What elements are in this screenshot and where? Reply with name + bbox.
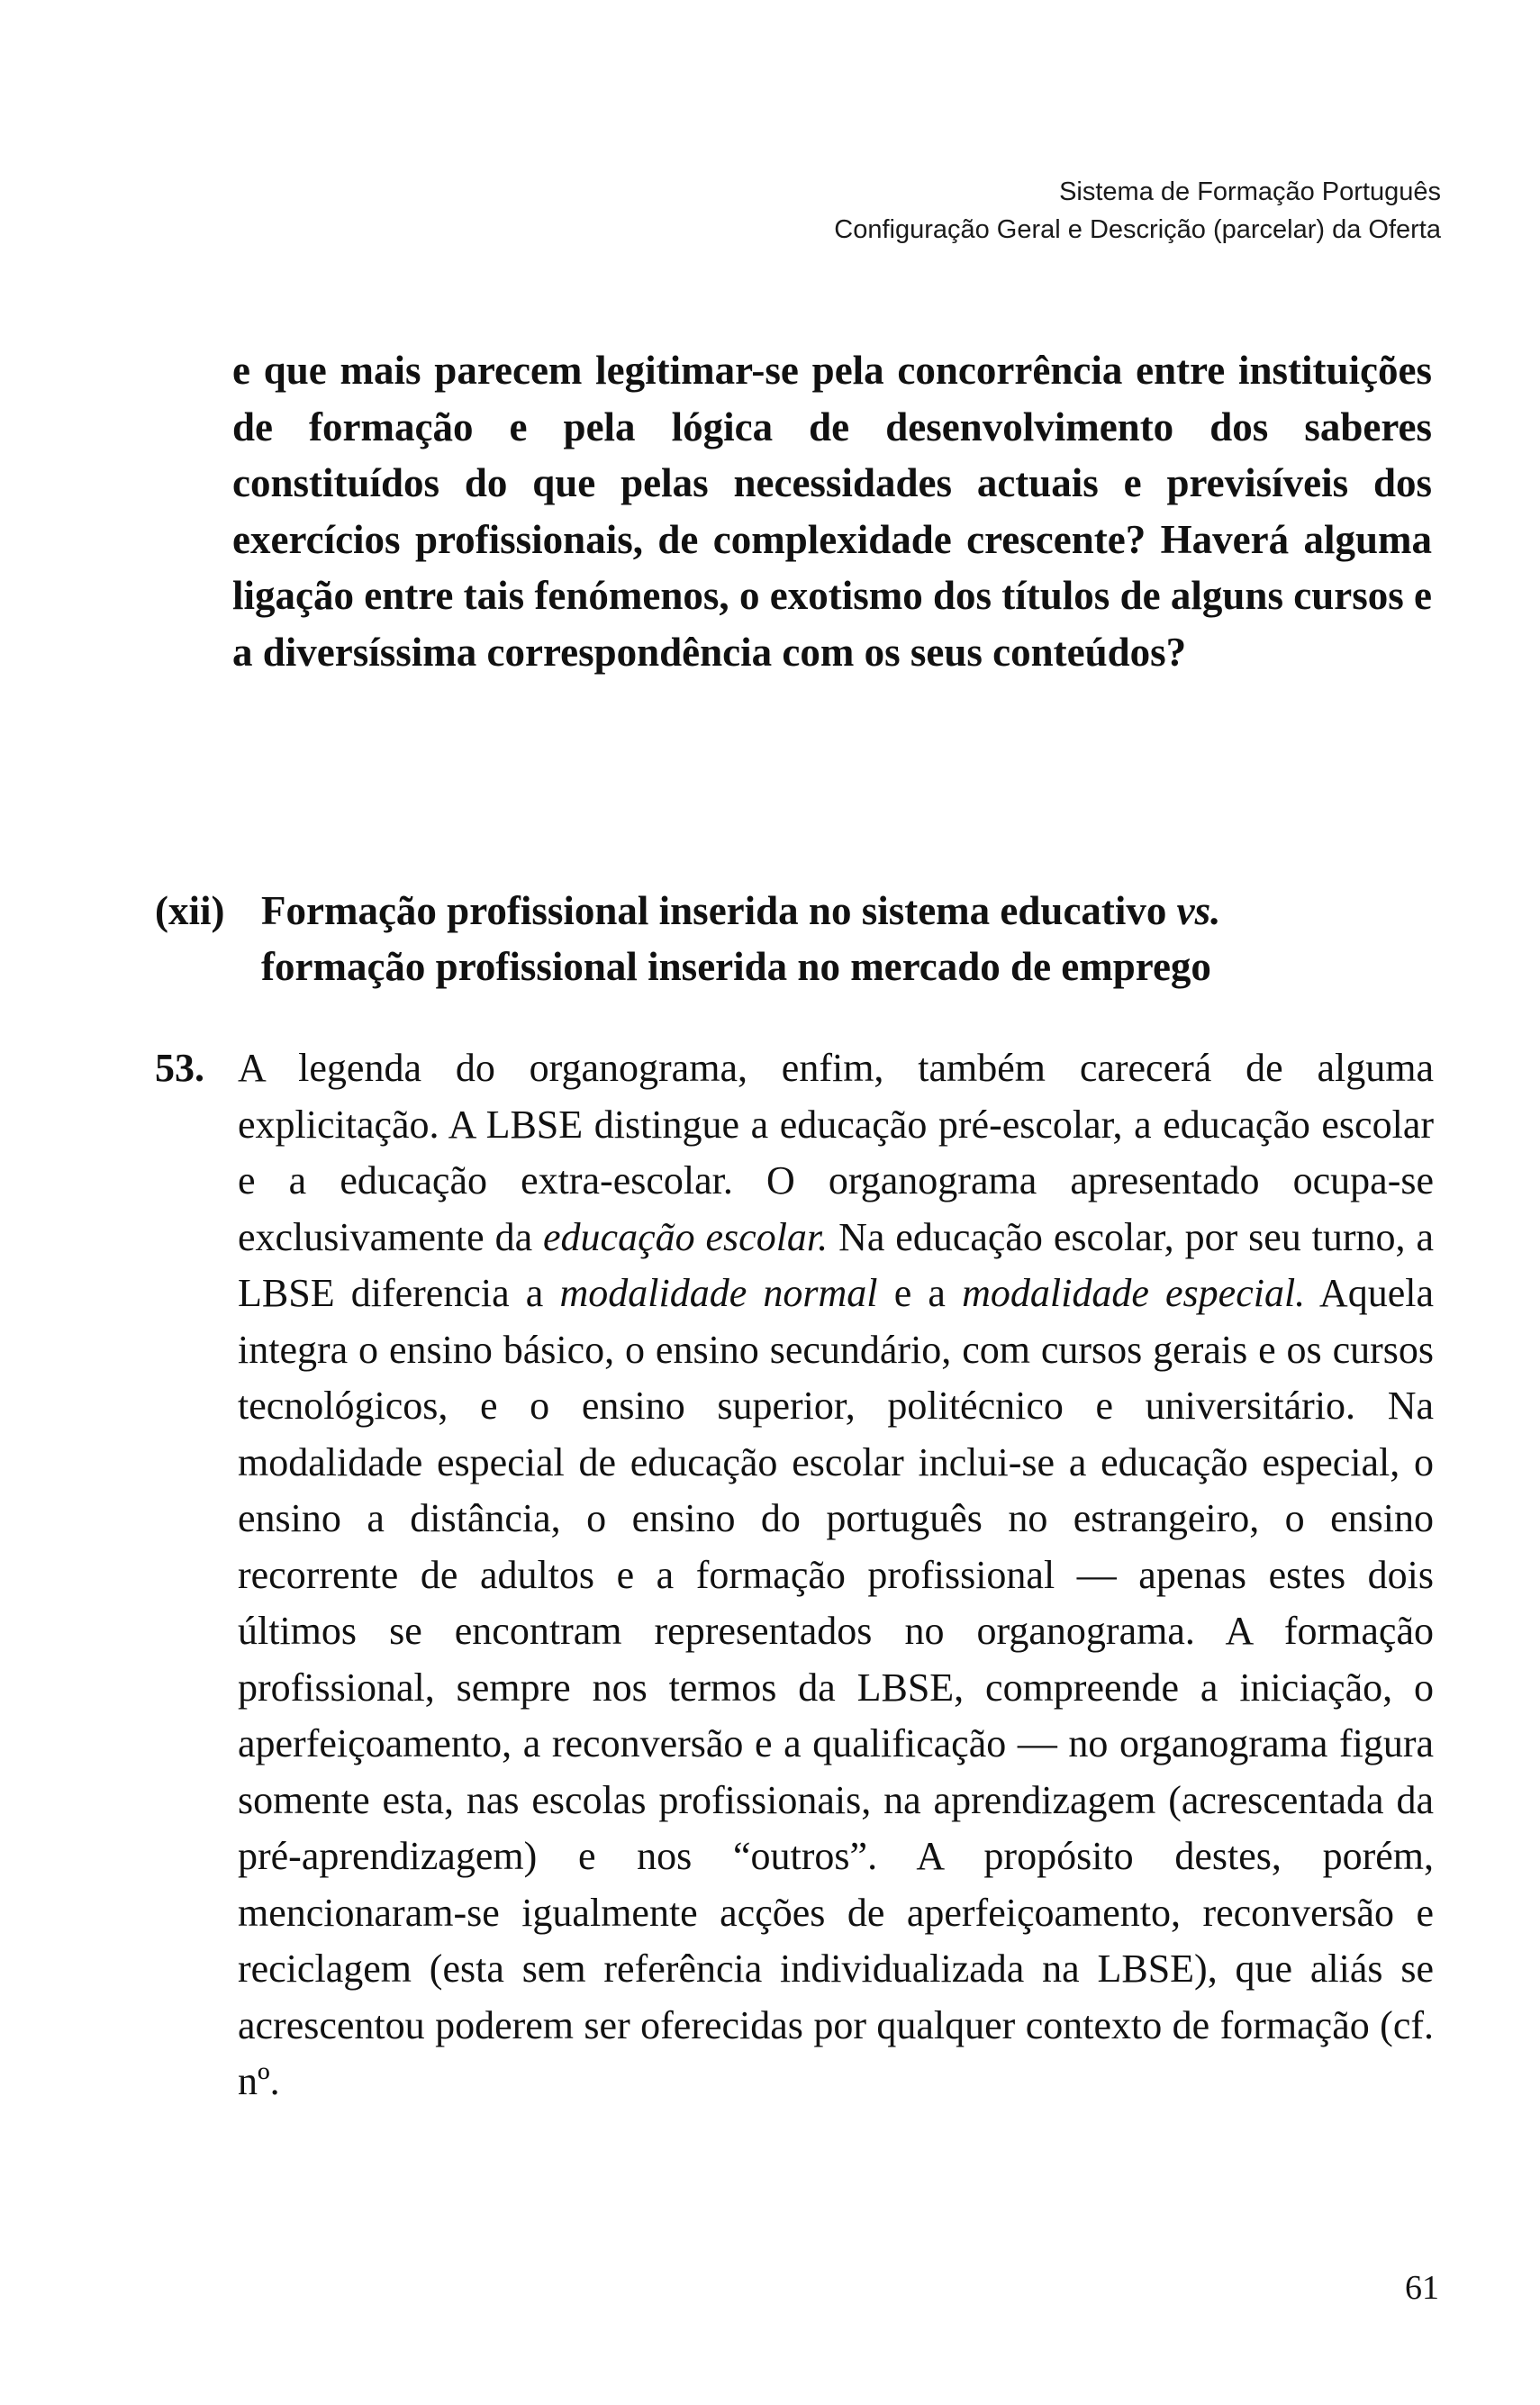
running-header [630,173,1441,249]
section-marker: (xii) [155,888,225,933]
paragraph-italic-term: educação escolar. [543,1214,829,1259]
paragraph-text: A legenda do organograma, enfim, também carecerá de alguma explicitação. A LBSE distingue a educação pré-escolar, a educação escolar e a educação extra-escolar. O organograma apresentado ocupa-se exclusivamente da [238,1046,1434,1259]
paragraph-text: Aquela integra o ensino básico, o ensino secundário, com cursos gerais e os cursos tecnológicos, e o ensino superior, politécnico e universitário. Na modalidade especial de educação escolar inclui-se a educação especial, o ensino a distância, o ensino do português no estrangeiro, o ensino recorrente de adultos e a formação profissional — apenas estes dois últimos se encontram representados no organograma. A formação profissional, sempre nos termos da LBSE, compreende a iniciação, o aperfeiçoamento, a reconversão e a qualificação — no organograma figura somente esta, nas escolas profissionais, na aprendizagem (acrescentada da pré-aprendizagem) e nos “outros”. A propósito destes, porém, mencionaram-se igualmente acções de aperfeiçoamento, reconversão e reciclagem (esta sem referência individualizada na LBSE), que aliás se acrescentou poderem ser oferecidas por qualquer contexto de formação (cf. nº. [238,1271,1434,2103]
page-number: 61 [1405,2269,1439,2307]
paragraph-italic-term: modalidade especial. [962,1271,1306,1315]
paragraph-number: 53. [155,1046,204,1090]
header-line-1: Sistema de Formação Português [1059,177,1441,206]
section-title-line-2: formação profissional inserida no mercado de emprego [261,944,1211,989]
section-title-part-1: Formação profissional inserida no sistema educativo [261,888,1167,933]
header-line-2: Configuração Geral e Descrição (parcelar) da Oferta [834,215,1441,244]
paragraph-text: e a [877,1271,963,1315]
intro-paragraph: e que mais parecem legitimar-se pela concorrência entre instituições de formação e pela lógica de desenvolvimento dos saberes constituídos do que pelas necessidades actuais e previsíveis dos exercícios profissionais, de complexidade crescente? Haverá alguma ligação entre tais fenómenos, o exotismo dos títulos de alguns cursos e a diversíssima correspondência com os seus conteúdos? [232,348,1432,675]
section-heading-line-1 [155,883,1434,939]
section-heading [155,883,1434,994]
section-title-vs: vs. [1176,888,1221,933]
paragraph-53 [155,1040,1434,2110]
paragraph-53-body [238,1040,1434,2110]
paragraph-italic-term: modalidade normal [559,1271,878,1315]
paragraph-text: Na educação escolar, por seu turno, a LBSE diferencia a [238,1214,1434,1315]
